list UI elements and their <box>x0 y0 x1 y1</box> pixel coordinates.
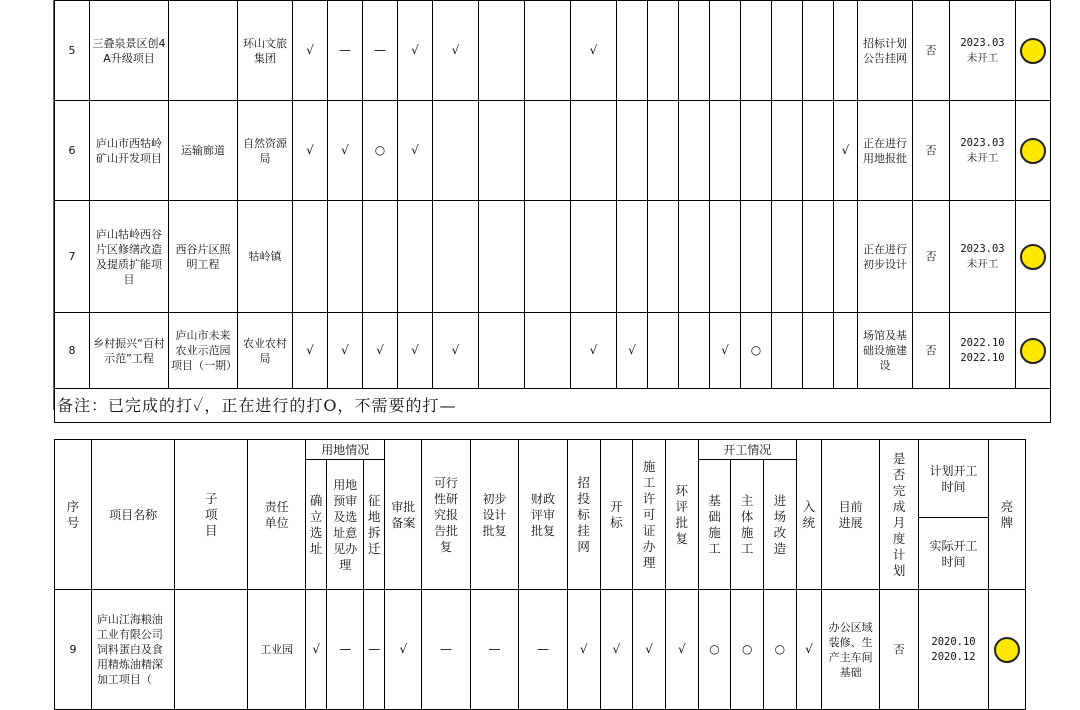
col-header-start-2: 主体施工 <box>740 492 754 556</box>
sub-project: 运输廊道 <box>181 144 225 157</box>
status-cell <box>679 201 710 313</box>
sub-project: 庐山市未来农业示范园项目（一期） <box>171 329 237 372</box>
col-header-no: 序号 <box>66 498 80 530</box>
yellow-badge-icon <box>1020 244 1046 270</box>
status-cell: — <box>519 590 568 710</box>
status-cell: √ <box>571 313 617 389</box>
status-cell <box>834 313 858 389</box>
row-number: 6 <box>55 101 90 201</box>
status-cell: ○ <box>363 101 398 201</box>
status-cell <box>479 101 525 201</box>
status-cell <box>679 101 710 201</box>
status-cell <box>617 101 648 201</box>
status-cell <box>328 201 363 313</box>
plan-start-date: 2023.03 <box>960 136 1005 149</box>
status-cell: √ <box>293 313 328 389</box>
status-cell <box>525 313 571 389</box>
current-progress: 正在进行用地报批 <box>863 136 907 165</box>
status-cell <box>741 101 772 201</box>
status-cell <box>679 1 710 101</box>
col-header-approval: 审批备案 <box>391 499 416 530</box>
col-header-badge: 亮牌 <box>1000 498 1014 530</box>
yellow-badge-icon <box>994 637 1020 663</box>
col-header-progress: 目前进展 <box>838 499 863 530</box>
yellow-badge-icon <box>1020 338 1046 364</box>
col-header-plan-time: 计划开工时间 <box>929 463 978 494</box>
status-cell: √ <box>328 101 363 201</box>
status-cell <box>363 201 398 313</box>
plan-start-date: 2020.10 <box>931 635 976 648</box>
status-cell <box>571 101 617 201</box>
status-cell <box>710 1 741 101</box>
responsible-unit: 环山文旅集团 <box>243 36 287 65</box>
status-cell <box>710 101 741 201</box>
col-header-land-2: 用地预审及选址意见办理 <box>333 477 358 572</box>
col-header-land-3: 征地拆迁 <box>367 492 381 556</box>
status-cell <box>772 201 803 313</box>
status-cell <box>617 1 648 101</box>
project-name: 三叠泉景区创4A升级项目 <box>92 36 166 65</box>
current-progress: 招标计划公告挂网 <box>863 36 907 65</box>
actual-start-date: 未开工 <box>966 151 999 164</box>
legend-note: 备注：已完成的打✓，正在进行的打O，不需要的打— <box>55 389 1051 423</box>
current-progress: 场馆及基础设施建设 <box>863 329 907 372</box>
row-number: 9 <box>55 590 92 710</box>
status-cell: √ <box>571 1 617 101</box>
status-cell <box>803 101 834 201</box>
yellow-badge-icon <box>1020 138 1046 164</box>
col-header-permit: 施工许可证办理 <box>642 458 656 570</box>
status-cell <box>803 1 834 101</box>
col-header-unit: 责任单位 <box>264 499 289 530</box>
status-cell: — <box>328 1 363 101</box>
current-progress: 正在进行初步设计 <box>863 242 907 271</box>
table-row <box>55 590 1026 710</box>
status-cell <box>741 1 772 101</box>
status-cell <box>617 201 648 313</box>
status-cell: √ <box>398 313 433 389</box>
monthly-plan-done: 否 <box>913 1 950 101</box>
actual-start-date: 2022.10 <box>960 351 1005 364</box>
plan-start-date: 2023.03 <box>960 242 1005 255</box>
row-number: 7 <box>55 201 90 313</box>
status-cell <box>479 313 525 389</box>
status-cell: √ <box>363 313 398 389</box>
status-cell <box>648 313 679 389</box>
current-progress: 办公区域装修、生产主车间基础 <box>828 620 873 679</box>
status-cell: √ <box>617 313 648 389</box>
sub-project: 西谷片区照明工程 <box>175 242 231 271</box>
row-number: 5 <box>55 1 90 101</box>
project-name: 庐山牯岭西谷片区修缮改造及提质扩能项目 <box>96 227 162 286</box>
status-cell: √ <box>796 590 821 710</box>
monthly-plan-done: 否 <box>913 313 950 389</box>
col-header-finance: 财政评审批复 <box>531 491 556 538</box>
col-header-feasibility: 可行性研究报告批复 <box>433 475 458 554</box>
yellow-badge-icon <box>1020 38 1046 64</box>
status-cell <box>525 1 571 101</box>
project-name: 庐山市西牯岭矿山开发项目 <box>96 136 162 165</box>
col-header-start-group: 开工情况 <box>698 440 796 460</box>
status-cell <box>772 313 803 389</box>
monthly-plan-done: 否 <box>880 590 919 710</box>
status-cell: ○ <box>764 590 797 710</box>
col-header-land-group: 用地情况 <box>306 440 385 460</box>
status-cell: — <box>470 590 519 710</box>
col-header-tender: 招投标挂网 <box>577 474 590 554</box>
header-row <box>55 440 1026 460</box>
status-cell <box>834 1 858 101</box>
status-cell: √ <box>600 590 633 710</box>
table-row <box>55 201 1051 313</box>
status-cell <box>803 313 834 389</box>
status-cell <box>834 201 858 313</box>
table-row <box>55 1 1051 101</box>
status-cell <box>710 201 741 313</box>
status-cell: √ <box>385 590 422 710</box>
status-cell <box>433 201 479 313</box>
project-name: 乡村振兴“百村示范”工程 <box>93 336 165 365</box>
project-name: 庐山江海粮油工业有限公司饲料蛋白及食用精炼油精深加工项目（ <box>96 613 163 686</box>
status-cell <box>741 201 772 313</box>
col-header-open-bid: 开标 <box>610 498 623 530</box>
col-header-actual-time: 实际开工时间 <box>929 538 978 569</box>
actual-start-date: 2020.12 <box>931 650 976 663</box>
table-row <box>55 101 1051 201</box>
note-row <box>55 389 1051 423</box>
col-header-sub: 子项目 <box>204 490 218 538</box>
actual-start-date: 未开工 <box>966 257 999 270</box>
status-cell <box>772 1 803 101</box>
responsible-unit: 自然资源局 <box>243 136 287 165</box>
col-header-monthly: 是否完成月度计划 <box>892 450 906 578</box>
status-cell: √ <box>710 313 741 389</box>
status-cell: √ <box>293 1 328 101</box>
col-header-start-1: 基础施工 <box>708 492 721 556</box>
col-header-name: 项目名称 <box>91 440 174 590</box>
status-cell <box>479 1 525 101</box>
status-cell: √ <box>398 101 433 201</box>
monthly-plan-done: 否 <box>913 201 950 313</box>
status-cell <box>398 201 433 313</box>
actual-start-date: 未开工 <box>966 51 999 64</box>
plan-start-date: 2022.10 <box>960 336 1005 349</box>
table-row <box>55 313 1051 389</box>
responsible-unit: 农业农村局 <box>243 336 287 365</box>
status-cell <box>525 101 571 201</box>
status-cell <box>433 101 479 201</box>
row-number: 8 <box>55 313 90 389</box>
status-cell <box>648 1 679 101</box>
responsible-unit: 牯岭镇 <box>248 250 282 263</box>
status-cell: ○ <box>741 313 772 389</box>
status-cell: √ <box>567 590 600 710</box>
status-cell: — <box>363 1 398 101</box>
status-cell <box>679 313 710 389</box>
status-cell <box>648 201 679 313</box>
status-cell: √ <box>306 590 327 710</box>
status-cell <box>803 201 834 313</box>
status-cell: √ <box>665 590 698 710</box>
col-header-stats: 入统 <box>802 498 816 530</box>
status-cell <box>525 201 571 313</box>
status-cell: — <box>422 590 471 710</box>
status-cell: √ <box>328 313 363 389</box>
project-table-lower <box>54 439 1026 710</box>
plan-start-date: 2023.03 <box>960 36 1005 49</box>
status-cell: — <box>364 590 385 710</box>
status-cell: ○ <box>698 590 731 710</box>
responsible-unit: 工业园 <box>260 643 294 656</box>
status-cell <box>772 101 803 201</box>
status-cell: — <box>327 590 364 710</box>
status-cell: √ <box>398 1 433 101</box>
status-cell: √ <box>293 101 328 201</box>
monthly-plan-done: 否 <box>913 101 950 201</box>
col-header-prelim: 初步设计批复 <box>482 491 507 538</box>
status-cell: √ <box>834 101 858 201</box>
col-header-env: 环评批复 <box>675 482 689 546</box>
project-table-upper <box>54 0 1051 423</box>
status-cell <box>479 201 525 313</box>
status-cell: √ <box>433 1 479 101</box>
status-cell: ○ <box>731 590 764 710</box>
status-cell <box>293 201 328 313</box>
col-header-start-3: 进场改造 <box>773 492 787 556</box>
status-cell: √ <box>633 590 666 710</box>
col-header-land-1: 确立选址 <box>309 492 323 556</box>
status-cell: √ <box>433 313 479 389</box>
status-cell <box>571 201 617 313</box>
status-cell <box>648 101 679 201</box>
